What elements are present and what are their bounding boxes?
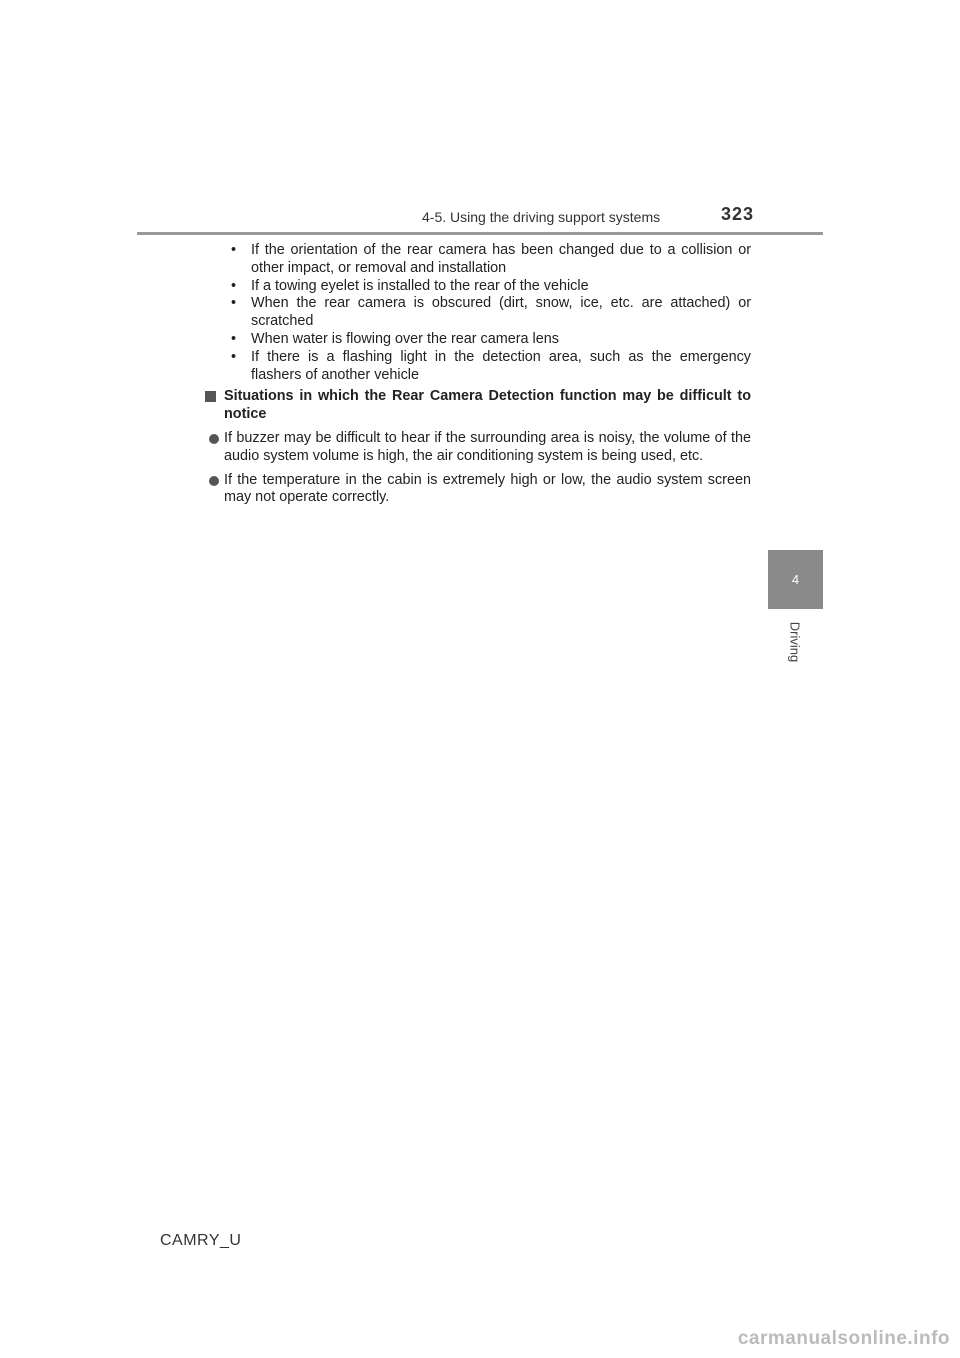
bullet-icon: • [231,348,237,365]
header-divider [137,232,823,235]
page-content [205,242,751,507]
info-paragraph: If buzzer may be difficult to hear if the surrounding area is noisy, the volume of the audio system volume is high, the air conditioning system is being used, etc. [205,430,751,466]
bullet-icon: • [231,277,237,294]
bullet-icon: • [231,330,237,347]
square-bullet-icon [205,391,216,402]
bullet-icon: • [231,242,237,258]
watermark: carmanualsonline.info [737,1328,950,1349]
list-item: • When water is flowing over the rear camera lens [231,330,559,347]
chapter-tab [768,550,823,609]
bullet-icon: • [231,295,237,312]
circle-bullet-icon [209,476,219,486]
section-heading: Situations in which the Rear Camera Detection function may be difficult to notice [205,388,751,424]
list-item: • If a towing eyelet is installed to the rear of the vehicle [231,277,589,294]
list-item: • If there is a flashing light in the detection area, such as the emergency flashers of another vehicle [231,348,751,383]
chapter-tab-number: 4 [791,572,800,587]
list-item: • If the orientation of the rear camera has been changed due to a collision or other impact, or removal and installation [231,242,751,276]
info-paragraph: If the temperature in the cabin is extremely high or low, the audio system screen may not operate correctly. [205,472,751,508]
model-code: CAMRY_U [160,1232,242,1249]
circle-bullet-icon [209,434,219,444]
list-item: • When the rear camera is obscured (dirt, snow, ice, etc. are attached) or scratched [231,295,751,330]
condition-list [205,242,751,384]
page-number: 323 [721,204,755,224]
section-title: 4-5. Using the driving support systems [422,209,661,225]
chapter-tab-label: Driving [787,621,803,663]
